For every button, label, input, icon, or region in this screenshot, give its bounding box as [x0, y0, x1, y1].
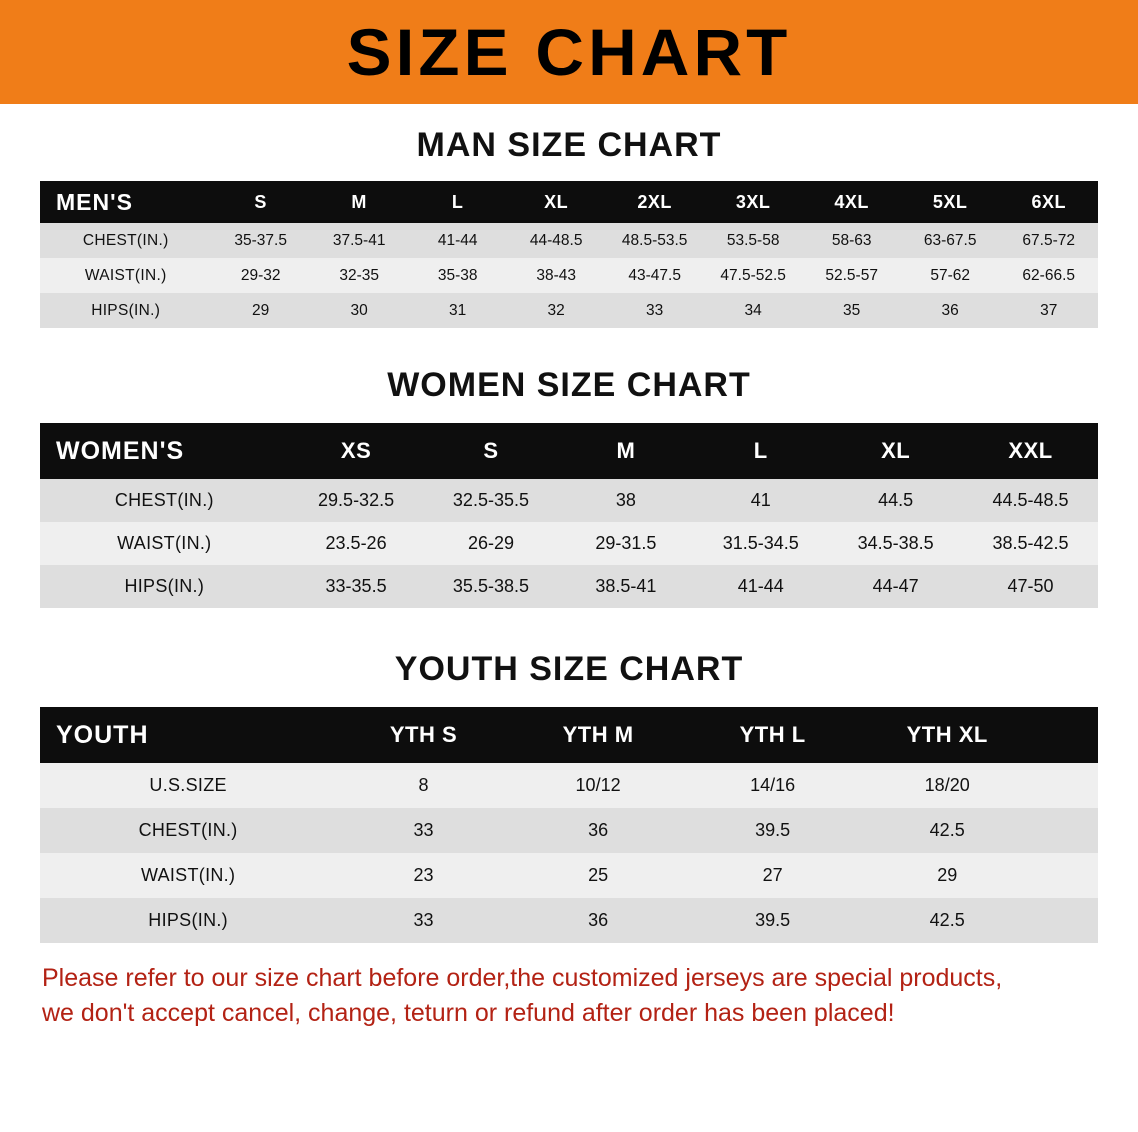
youth-r1-c3: 42.5	[929, 820, 965, 840]
youth-r3-c2: 39.5	[755, 910, 791, 930]
men-r1-c4: 43-47.5	[628, 266, 681, 284]
disclaimer-line-1: Please refer to our size chart before order,the customized jerseys are special products,	[42, 964, 1003, 992]
table-row	[40, 853, 1098, 898]
men-size-table	[40, 181, 1098, 328]
women-corner-label: WOMEN'S	[56, 436, 185, 465]
women-r2-c4: 44-47	[872, 576, 919, 596]
men-r0-c2: 41-44	[437, 231, 478, 249]
women-r1-c5: 38.5-42.5	[992, 533, 1069, 553]
women-r2-c0: 33-35.5	[325, 576, 387, 596]
women-r0-c1: 32.5-35.5	[452, 490, 529, 510]
youth-r0-c1: 10/12	[575, 775, 621, 795]
youth-row-1-label: CHEST(IN.)	[138, 820, 238, 840]
youth-table-header-row	[40, 707, 1098, 763]
men-r0-c3: 44-48.5	[529, 231, 583, 249]
women-table-header-row	[40, 423, 1098, 479]
men-r1-c5: 47.5-52.5	[720, 266, 786, 284]
men-r0-c0: 35-37.5	[234, 231, 287, 249]
men-col-1: M	[351, 191, 367, 212]
youth-r2-c3: 29	[937, 865, 958, 885]
page-title: SIZE CHART	[346, 15, 792, 89]
women-r0-c3: 41	[750, 490, 771, 510]
table-row	[40, 479, 1098, 522]
men-col-0: S	[254, 191, 267, 212]
men-col-4: 2XL	[637, 191, 672, 212]
table-row	[40, 522, 1098, 565]
women-r1-c2: 29-31.5	[595, 533, 657, 553]
women-col-5: XXL	[1008, 438, 1053, 463]
youth-section-title: YOUTH SIZE CHART	[394, 650, 744, 688]
women-table-wrap	[0, 423, 1138, 608]
table-row	[40, 565, 1098, 608]
women-r1-c4: 34.5-38.5	[857, 533, 934, 553]
table-row	[40, 763, 1098, 808]
men-r2-c4: 33	[646, 301, 664, 319]
women-r2-c2: 38.5-41	[595, 576, 657, 596]
women-section-title: WOMEN SIZE CHART	[387, 366, 751, 404]
youth-r3-spacer	[1034, 898, 1098, 943]
men-r2-c2: 31	[449, 301, 467, 319]
youth-r3-c0: 33	[413, 910, 434, 930]
women-r1-c1: 26-29	[467, 533, 514, 553]
men-col-8: 6XL	[1031, 191, 1066, 212]
women-r2-c3: 41-44	[737, 576, 784, 596]
men-col-5: 3XL	[735, 191, 771, 212]
women-col-4: XL	[881, 438, 911, 463]
youth-row-2-label: WAIST(IN.)	[140, 865, 236, 885]
men-r1-c3: 38-43	[536, 266, 576, 284]
table-row	[40, 223, 1098, 258]
table-row	[40, 258, 1098, 293]
men-row-0-label: CHEST(IN.)	[82, 231, 169, 249]
men-r1-c8: 62-66.5	[1022, 266, 1075, 284]
men-corner-label: MEN'S	[56, 188, 133, 215]
men-r1-c0: 29-32	[240, 266, 281, 284]
men-r2-c1: 30	[350, 301, 368, 319]
youth-r2-c0: 23	[413, 865, 434, 885]
women-row-0-label: CHEST(IN.)	[114, 490, 214, 510]
youth-r2-c1: 25	[588, 865, 609, 885]
youth-r2-c2: 27	[762, 865, 783, 885]
youth-table-wrap	[0, 707, 1138, 943]
men-col-6: 4XL	[834, 191, 869, 212]
men-r0-c8: 67.5-72	[1022, 231, 1075, 249]
man-section-title: MAN SIZE CHART	[416, 126, 722, 164]
women-r2-c1: 35.5-38.5	[452, 576, 529, 596]
table-row	[40, 808, 1098, 853]
youth-r0-spacer	[1034, 763, 1098, 808]
women-row-1-label: WAIST(IN.)	[117, 533, 212, 553]
women-col-3: L	[753, 438, 768, 463]
women-r1-c0: 23.5-26	[325, 533, 387, 553]
youth-r3-c3: 42.5	[929, 910, 965, 930]
youth-col-spacer	[1034, 707, 1098, 763]
men-r2-c6: 35	[843, 301, 861, 319]
youth-r0-c3: 18/20	[924, 775, 970, 795]
women-r0-c2: 38	[615, 490, 636, 510]
youth-size-table	[40, 707, 1098, 943]
men-row-2-label: HIPS(IN.)	[91, 301, 161, 319]
women-row-2-label: HIPS(IN.)	[124, 576, 205, 596]
men-r0-c4: 48.5-53.5	[621, 231, 688, 249]
table-row	[40, 898, 1098, 943]
men-r0-c7: 63-67.5	[923, 231, 977, 249]
youth-col-0: YTH S	[389, 722, 458, 747]
women-col-0: XS	[340, 438, 372, 463]
youth-col-2: YTH L	[739, 722, 806, 747]
women-size-table	[40, 423, 1098, 608]
youth-r0-c2: 14/16	[750, 775, 796, 795]
table-row	[40, 293, 1098, 328]
women-r2-c5: 47-50	[1007, 576, 1054, 596]
women-col-2: M	[616, 438, 636, 463]
men-col-7: 5XL	[932, 191, 968, 212]
men-r1-c6: 52.5-57	[825, 266, 878, 284]
women-r0-c0: 29.5-32.5	[318, 490, 395, 510]
men-table-header-row	[40, 181, 1098, 223]
youth-r0-c0: 8	[418, 775, 429, 795]
banner	[0, 0, 1138, 104]
youth-row-3-label: HIPS(IN.)	[148, 910, 228, 930]
men-r2-c7: 36	[941, 301, 959, 319]
men-r2-c8: 37	[1040, 301, 1058, 319]
youth-col-1: YTH M	[562, 722, 634, 747]
men-r2-c3: 32	[547, 301, 565, 319]
men-col-2: L	[451, 191, 464, 212]
men-r1-c2: 35-38	[437, 266, 478, 284]
men-r2-c0: 29	[252, 301, 270, 319]
women-r1-c3: 31.5-34.5	[722, 533, 799, 553]
youth-r1-spacer	[1034, 808, 1098, 853]
women-r0-c4: 44.5	[878, 490, 914, 510]
youth-r2-spacer	[1034, 853, 1098, 898]
men-col-3: XL	[544, 191, 569, 212]
women-r0-c5: 44.5-48.5	[992, 490, 1069, 510]
youth-r1-c2: 39.5	[755, 820, 791, 840]
women-col-1: S	[483, 438, 499, 463]
youth-corner-label: YOUTH	[56, 720, 149, 749]
disclaimer-note	[0, 961, 1138, 1030]
disclaimer-line-2: we don't accept cancel, change, teturn or refund after order has been placed!	[42, 998, 895, 1027]
man-table-wrap	[0, 181, 1138, 328]
youth-r1-c1: 36	[588, 820, 609, 840]
youth-r3-c1: 36	[588, 910, 609, 930]
youth-r1-c0: 33	[413, 820, 434, 840]
men-r1-c1: 32-35	[339, 266, 379, 284]
men-r0-c6: 58-63	[831, 231, 872, 249]
youth-row-0-label: U.S.SIZE	[149, 775, 227, 795]
youth-col-3: YTH XL	[906, 722, 988, 747]
men-r0-c5: 53.5-58	[726, 231, 780, 249]
men-r2-c5: 34	[744, 301, 762, 319]
men-row-1-label: WAIST(IN.)	[84, 266, 167, 284]
men-r0-c1: 37.5-41	[332, 231, 386, 249]
men-r1-c7: 57-62	[930, 266, 970, 284]
